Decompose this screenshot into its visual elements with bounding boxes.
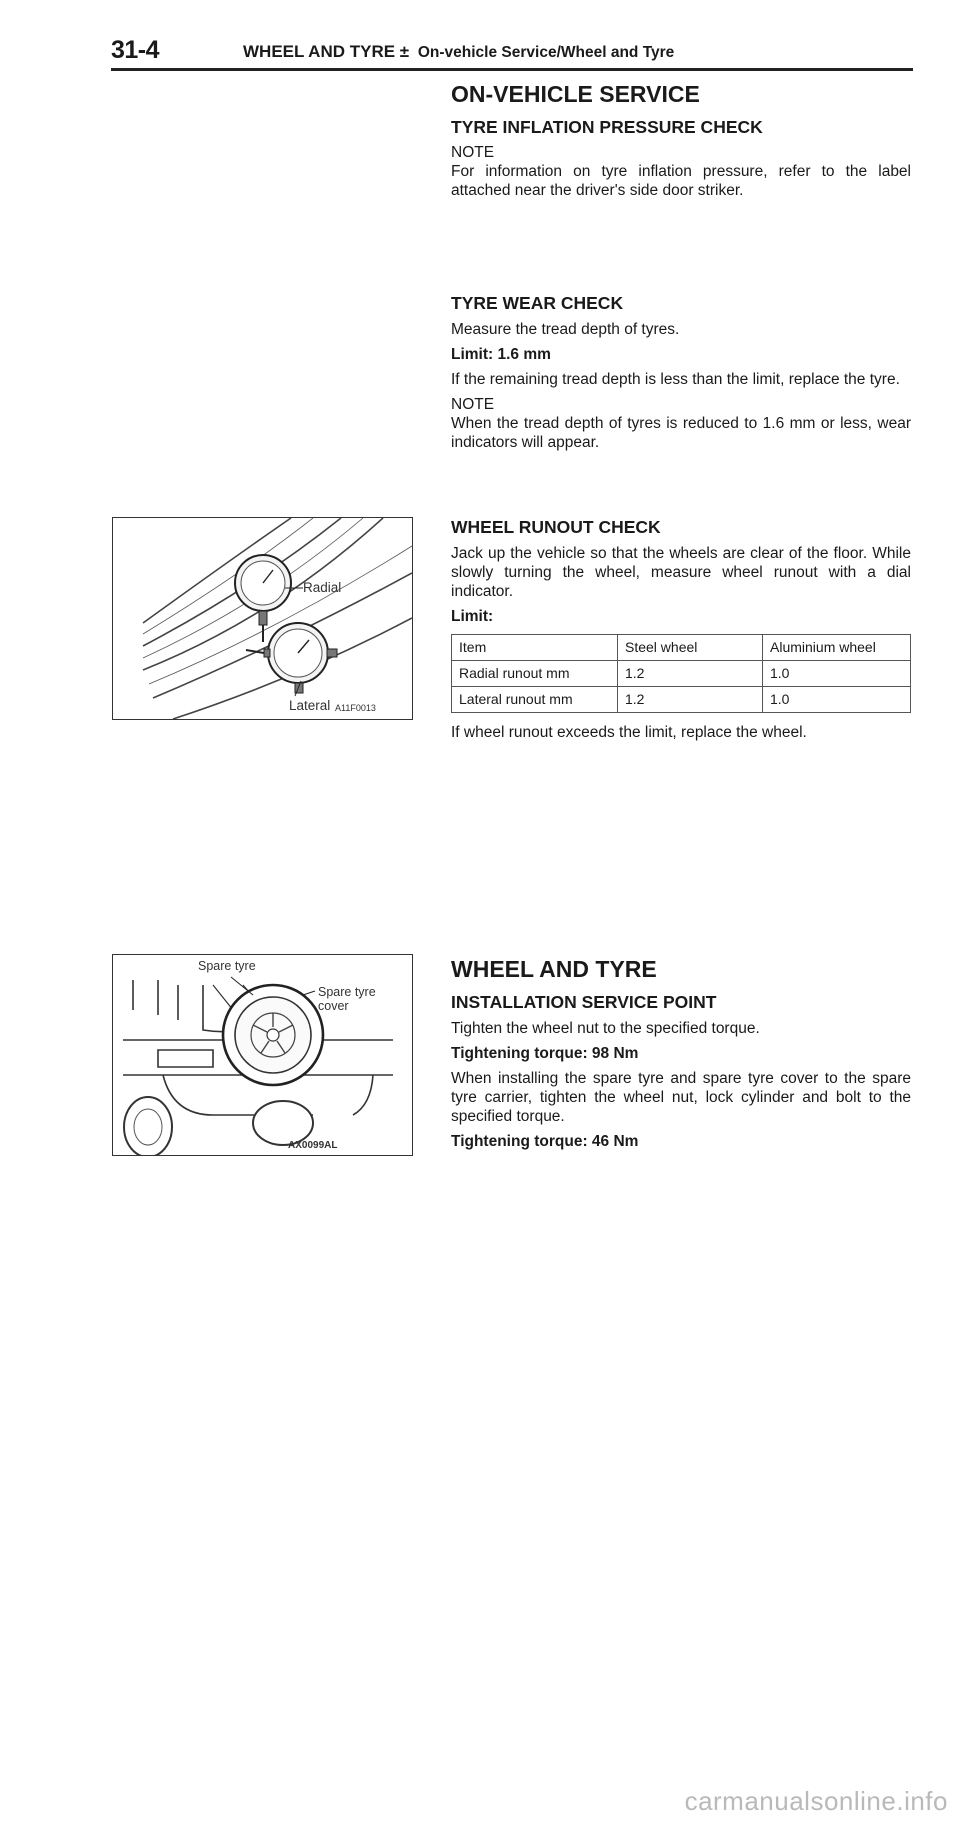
note-label: NOTE (451, 144, 495, 161)
lateral-dial-indicator (246, 623, 337, 693)
section-wheel-runout (451, 516, 911, 742)
section-tyre-wear (451, 292, 911, 452)
table-row (452, 661, 911, 687)
watermark: carmanualsonline.info (684, 1786, 948, 1816)
label-radial: Radial (303, 580, 342, 595)
rear-wheel (124, 1097, 172, 1155)
table-cell: Radial runout mm (452, 661, 618, 687)
table-header-cell: Item (452, 635, 618, 661)
table-cell: 1.2 (618, 687, 763, 713)
header-rule (111, 68, 913, 71)
figure-code: A11F0013 (335, 703, 376, 713)
wear-instruction: Measure the tread depth of tyres. (451, 321, 680, 338)
table-row (452, 687, 911, 713)
figure-spare-tyre-illustration (113, 955, 412, 1155)
runout-replace-text: If wheel runout exceeds the limit, replace the wheel. (451, 724, 807, 741)
runout-instruction: Jack up the vehicle so that the wheels are clear of the floor. While slowly turning the wheel, measure wheel runout with a dial indicator. (451, 545, 911, 600)
header-title (243, 42, 674, 62)
section-heading-on-vehicle-service: ON-VEHICLE SERVICE (451, 81, 700, 107)
wear-limit: Limit: 1.6 mm (451, 346, 551, 363)
spare-tyre-drawing (223, 985, 323, 1085)
label-spare-tyre-cover-line1: Spare tyre (318, 985, 376, 999)
page-number: 31-4 (111, 36, 160, 64)
section-on-vehicle-service (451, 80, 911, 200)
heading-tyre-inflation: TYRE INFLATION PRESSURE CHECK (451, 117, 763, 137)
table-cell: 1.0 (763, 687, 911, 713)
header-subtitle: On-vehicle Service/Wheel and Tyre (417, 44, 675, 61)
runout-limit-table (451, 634, 911, 713)
installation-instruction: Tighten the wheel nut to the specified torque. (451, 1020, 760, 1037)
heading-tyre-wear: TYRE WEAR CHECK (451, 293, 624, 313)
section-wheel-and-tyre (451, 955, 911, 1151)
table-cell: Lateral runout mm (452, 687, 618, 713)
table-header-cell: Aluminium wheel (763, 635, 911, 661)
table-cell: 1.2 (618, 661, 763, 687)
rear-wheel (253, 1101, 313, 1145)
note-label: NOTE (451, 396, 495, 413)
figure-code: AX0099AL (288, 1140, 338, 1151)
table-header-row (452, 635, 911, 661)
table-header-cell: Steel wheel (618, 635, 763, 661)
table-cell: 1.0 (763, 661, 911, 687)
note-text-wear: When the tread depth of tyres is reduced to 1.6 mm or less, wear indicators will appear. (451, 415, 911, 451)
label-spare-tyre-cover-line2: cover (318, 999, 349, 1013)
heading-wheel-runout: WHEEL RUNOUT CHECK (451, 517, 661, 537)
note-text-inflation: For information on tyre inflation pressure, refer to the label attached near the driver's side door striker. (451, 163, 911, 199)
label-lateral: Lateral (289, 698, 331, 713)
spare-tyre-instruction: When installing the spare tyre and spare tyre cover to the spare tyre carrier, tighten the wheel nut, lock cylinder and bolt to the specified torque. (451, 1070, 911, 1125)
figure-wheel-runout-illustration (113, 518, 412, 719)
tightening-torque-wheel: Tightening torque: 98 Nm (451, 1045, 639, 1062)
figure-spare-tyre (112, 954, 413, 1156)
header-title-main: WHEEL AND TYRE ± (243, 42, 410, 61)
heading-installation-service-point: INSTALLATION SERVICE POINT (451, 992, 717, 1012)
tightening-torque-spare: Tightening torque: 46 Nm (451, 1133, 639, 1150)
wear-replace-text: If the remaining tread depth is less than the limit, replace the tyre. (451, 371, 900, 388)
label-spare-tyre: Spare tyre (198, 959, 256, 973)
page-header (111, 32, 913, 68)
section-heading-wheel-and-tyre: WHEEL AND TYRE (451, 956, 657, 982)
figure-wheel-runout (112, 517, 413, 720)
runout-limit-label: Limit: (451, 608, 494, 625)
